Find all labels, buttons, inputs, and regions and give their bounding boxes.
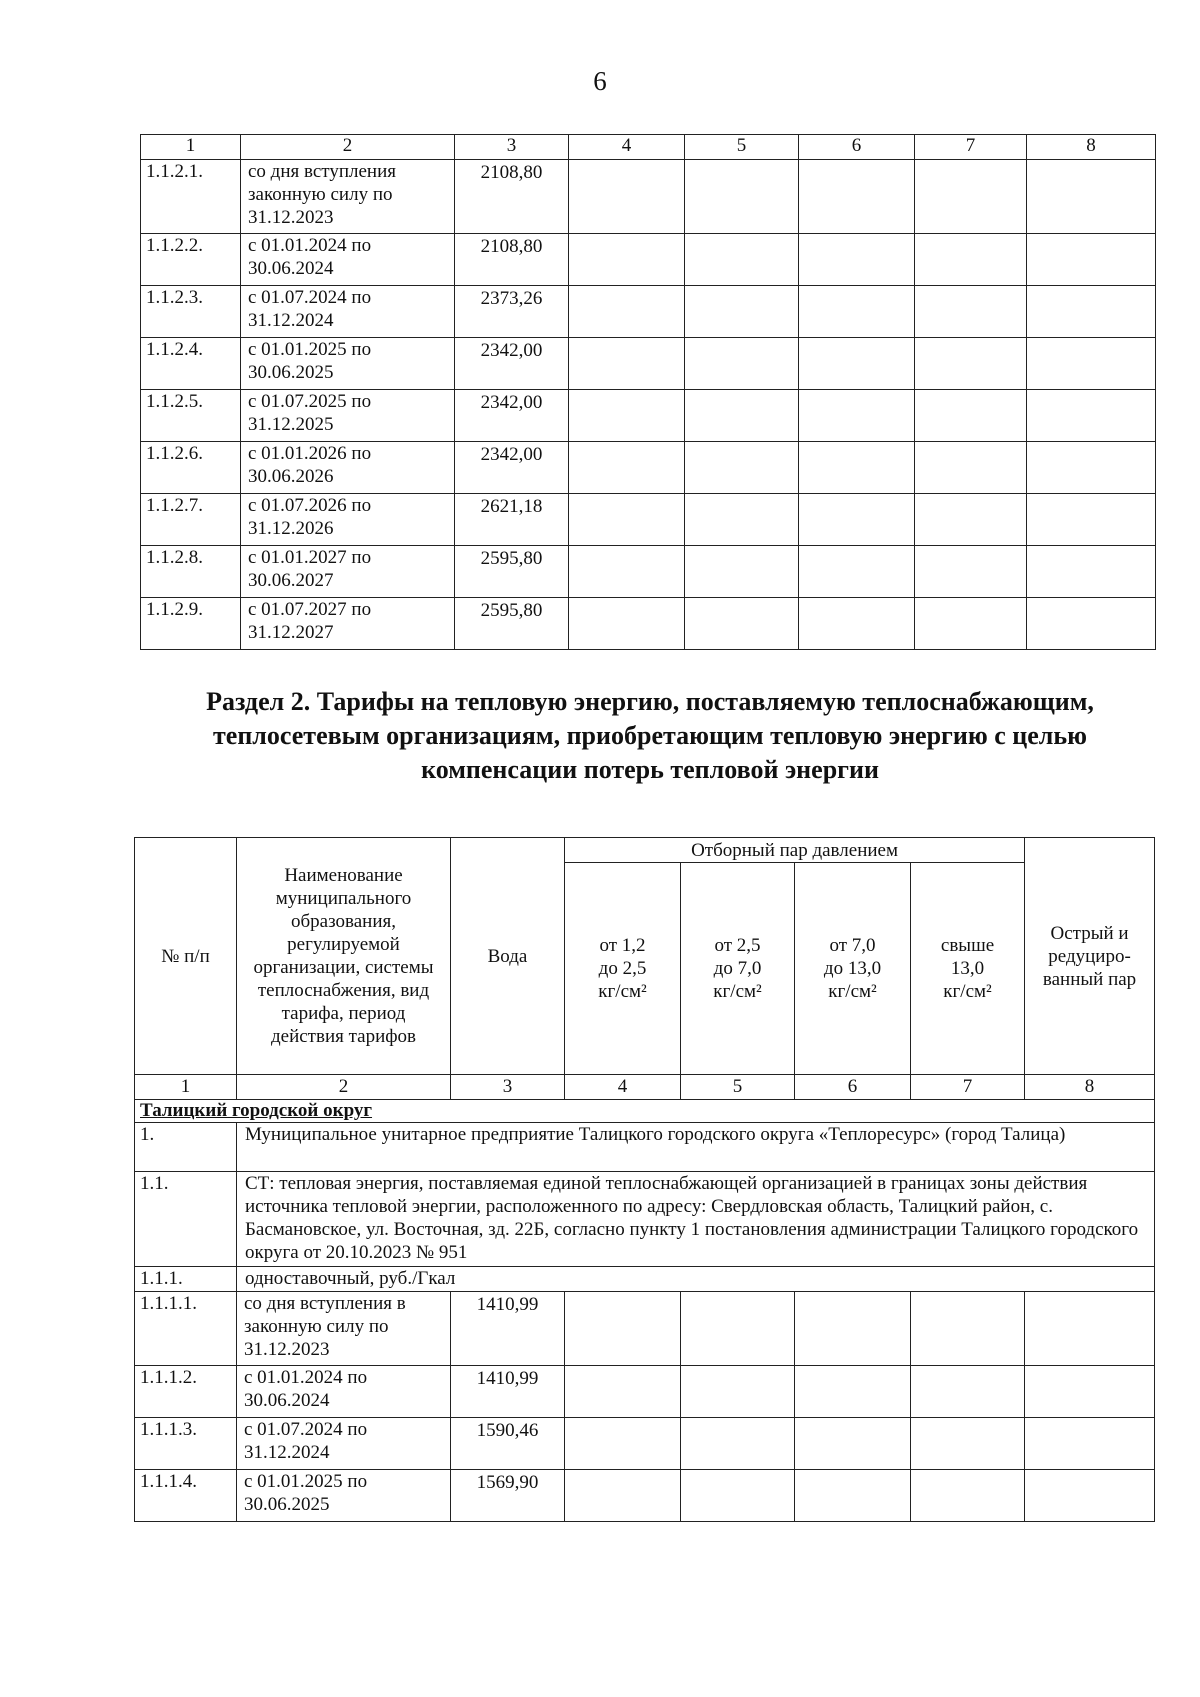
empty-cell bbox=[799, 494, 915, 546]
empty-cell bbox=[795, 1292, 911, 1366]
row-period: с 01.01.2024 по 30.06.2024 bbox=[237, 1366, 451, 1418]
column-number-row bbox=[135, 1075, 1155, 1100]
row-period: с 01.01.2025 по 30.06.2025 bbox=[241, 338, 455, 390]
table-row bbox=[141, 160, 1156, 234]
empty-cell bbox=[911, 1470, 1025, 1522]
column-number: 2 bbox=[237, 1075, 451, 1100]
empty-cell bbox=[915, 598, 1027, 650]
empty-cell bbox=[799, 598, 915, 650]
empty-cell bbox=[915, 494, 1027, 546]
empty-cell bbox=[1025, 1418, 1155, 1470]
table-row bbox=[141, 234, 1156, 286]
header-steam-4 bbox=[911, 863, 1025, 1075]
empty-cell bbox=[681, 1292, 795, 1366]
empty-cell bbox=[569, 598, 685, 650]
tariff-table-section-2 bbox=[134, 837, 1155, 1522]
region-row bbox=[135, 1100, 1155, 1123]
empty-cell bbox=[799, 160, 915, 234]
empty-cell bbox=[569, 286, 685, 338]
empty-cell bbox=[569, 442, 685, 494]
empty-cell bbox=[681, 1470, 795, 1522]
empty-cell bbox=[1027, 338, 1156, 390]
column-number: 6 bbox=[799, 135, 915, 160]
column-number: 7 bbox=[915, 135, 1027, 160]
steam-range-from: от 2,5 bbox=[714, 935, 761, 956]
steam-unit: кг/см² bbox=[943, 981, 992, 1002]
empty-cell bbox=[911, 1366, 1025, 1418]
empty-cell bbox=[565, 1366, 681, 1418]
steam-unit: кг/см² bbox=[598, 981, 647, 1002]
header-row bbox=[135, 838, 1155, 863]
row-number: 1.1.2.7. bbox=[141, 494, 241, 546]
row-number: 1.1. bbox=[135, 1172, 237, 1267]
row-period: с 01.07.2024 по 31.12.2024 bbox=[237, 1418, 451, 1470]
empty-cell bbox=[569, 160, 685, 234]
empty-cell bbox=[915, 390, 1027, 442]
empty-cell bbox=[799, 234, 915, 286]
column-number: 1 bbox=[141, 135, 241, 160]
row-number: 1.1.1. bbox=[135, 1267, 237, 1292]
table-row bbox=[135, 1292, 1155, 1366]
column-number: 6 bbox=[795, 1075, 911, 1100]
row-number: 1.1.2.2. bbox=[141, 234, 241, 286]
table-row bbox=[141, 598, 1156, 650]
empty-cell bbox=[911, 1418, 1025, 1470]
row-period: со дня вступления в законную силу по 31.12.2023 bbox=[237, 1292, 451, 1366]
row-value: 2108,80 bbox=[455, 234, 569, 286]
table-row bbox=[141, 494, 1156, 546]
empty-cell bbox=[685, 390, 799, 442]
empty-cell bbox=[1027, 598, 1156, 650]
empty-cell bbox=[685, 494, 799, 546]
table-row bbox=[135, 1418, 1155, 1470]
empty-cell bbox=[1027, 494, 1156, 546]
row-period: с 01.01.2027 по 30.06.2027 bbox=[241, 546, 455, 598]
empty-cell bbox=[569, 494, 685, 546]
column-number: 5 bbox=[685, 135, 799, 160]
header-sharp-steam: Острый и редуциро- ванный пар bbox=[1025, 838, 1155, 1075]
page-number: 6 bbox=[593, 66, 607, 96]
row-number: 1.1.2.9. bbox=[141, 598, 241, 650]
empty-cell bbox=[799, 546, 915, 598]
header-steam-group: Отборный пар давлением bbox=[565, 838, 1025, 863]
row-value: 2342,00 bbox=[455, 338, 569, 390]
row-number: 1.1.1.1. bbox=[135, 1292, 237, 1366]
header-num: № п/п bbox=[135, 838, 237, 1075]
empty-cell bbox=[569, 546, 685, 598]
empty-cell bbox=[569, 234, 685, 286]
row-value: 1410,99 bbox=[451, 1366, 565, 1418]
empty-cell bbox=[799, 442, 915, 494]
empty-cell bbox=[565, 1418, 681, 1470]
row-period: с 01.01.2025 по 30.06.2025 bbox=[237, 1470, 451, 1522]
empty-cell bbox=[1027, 234, 1156, 286]
steam-range-to: до 7,0 bbox=[713, 958, 762, 979]
empty-cell bbox=[1027, 160, 1156, 234]
header-steam-2 bbox=[681, 863, 795, 1075]
row-number: 1.1.2.5. bbox=[141, 390, 241, 442]
row-period: со дня вступления законную силу по 31.12.2023 bbox=[241, 160, 455, 234]
empty-cell bbox=[685, 234, 799, 286]
table-row bbox=[141, 546, 1156, 598]
empty-cell bbox=[681, 1366, 795, 1418]
empty-cell bbox=[915, 160, 1027, 234]
empty-cell bbox=[685, 442, 799, 494]
row-number: 1.1.1.2. bbox=[135, 1366, 237, 1418]
steam-range-to: до 2,5 bbox=[598, 958, 647, 979]
column-number: 8 bbox=[1025, 1075, 1155, 1100]
steam-range-to: 13,0 bbox=[950, 958, 985, 979]
row-number: 1.1.2.4. bbox=[141, 338, 241, 390]
tariff-type-row bbox=[135, 1267, 1155, 1292]
table-row bbox=[141, 390, 1156, 442]
row-period: с 01.01.2024 по 30.06.2024 bbox=[241, 234, 455, 286]
region-name: Талицкий городской округ bbox=[135, 1100, 1155, 1123]
empty-cell bbox=[1025, 1470, 1155, 1522]
tariff-type: одноставочный, руб./Гкал bbox=[237, 1267, 1155, 1292]
column-number: 7 bbox=[911, 1075, 1025, 1100]
empty-cell bbox=[685, 338, 799, 390]
column-number: 4 bbox=[565, 1075, 681, 1100]
row-value: 1410,99 bbox=[451, 1292, 565, 1366]
steam-range-from: от 1,2 bbox=[599, 935, 646, 956]
table-row bbox=[141, 338, 1156, 390]
steam-unit: кг/см² bbox=[828, 981, 877, 1002]
empty-cell bbox=[799, 286, 915, 338]
empty-cell bbox=[795, 1418, 911, 1470]
row-number: 1.1.2.1. bbox=[141, 160, 241, 234]
empty-cell bbox=[685, 598, 799, 650]
row-period: с 01.07.2026 по 31.12.2026 bbox=[241, 494, 455, 546]
empty-cell bbox=[1027, 390, 1156, 442]
header-name: Наименование муниципального образования, регулируемой организации, системы теплоснабжения, вид тарифа, период действия тарифов bbox=[237, 838, 451, 1075]
section-title: Раздел 2. Тарифы на тепловую энергию, поставляемую теплоснабжающим, теплосетевым организациям, приобретающим тепловую энергию с целью компенсации потерь тепловой энергии bbox=[206, 687, 1094, 784]
table-row bbox=[141, 442, 1156, 494]
row-period: с 01.07.2025 по 31.12.2025 bbox=[241, 390, 455, 442]
empty-cell bbox=[1025, 1366, 1155, 1418]
row-value: 2342,00 bbox=[455, 390, 569, 442]
column-number: 3 bbox=[451, 1075, 565, 1100]
empty-cell bbox=[681, 1418, 795, 1470]
empty-cell bbox=[795, 1470, 911, 1522]
row-number: 1.1.2.3. bbox=[141, 286, 241, 338]
steam-range-from: свыше bbox=[940, 935, 995, 956]
row-number: 1.1.1.3. bbox=[135, 1418, 237, 1470]
column-number: 4 bbox=[569, 135, 685, 160]
empty-cell bbox=[915, 338, 1027, 390]
empty-cell bbox=[1027, 286, 1156, 338]
tariff-table-continued bbox=[140, 134, 1156, 650]
empty-cell bbox=[569, 338, 685, 390]
row-value: 1569,90 bbox=[451, 1470, 565, 1522]
table-row bbox=[135, 1470, 1155, 1522]
organization-name: Муниципальное унитарное предприятие Талицкого городского округа «Теплоресурс» (город Талица) bbox=[237, 1123, 1155, 1172]
table-row bbox=[135, 1366, 1155, 1418]
empty-cell bbox=[915, 546, 1027, 598]
row-number: 1. bbox=[135, 1123, 237, 1172]
steam-range-to: до 13,0 bbox=[823, 958, 882, 979]
empty-cell bbox=[915, 286, 1027, 338]
row-period: с 01.01.2026 по 30.06.2026 bbox=[241, 442, 455, 494]
steam-range-from: от 7,0 bbox=[829, 935, 876, 956]
row-period: с 01.07.2027 по 31.12.2027 bbox=[241, 598, 455, 650]
row-value: 2621,18 bbox=[455, 494, 569, 546]
empty-cell bbox=[915, 442, 1027, 494]
organization-row bbox=[135, 1123, 1155, 1172]
row-number: 1.1.2.8. bbox=[141, 546, 241, 598]
empty-cell bbox=[799, 390, 915, 442]
row-value: 1590,46 bbox=[451, 1418, 565, 1470]
empty-cell bbox=[565, 1292, 681, 1366]
row-period: с 01.07.2024 по 31.12.2024 bbox=[241, 286, 455, 338]
empty-cell bbox=[685, 286, 799, 338]
empty-cell bbox=[1027, 546, 1156, 598]
system-description: СТ: тепловая энергия, поставляемая единой теплоснабжающей организацией в границах зоны действия источника тепловой энергии, расположенного по адресу: Свердловская область, Талицкий район, с. Басмановское, ул. Восточная, зд. 22Б, согласно пункту 1 постановления администрации Талицкого городского округа от 20.10.2023 № 951 bbox=[237, 1172, 1155, 1267]
header-steam-3 bbox=[795, 863, 911, 1075]
row-value: 2595,80 bbox=[455, 546, 569, 598]
column-number-row bbox=[141, 135, 1156, 160]
column-number: 2 bbox=[241, 135, 455, 160]
empty-cell bbox=[795, 1366, 911, 1418]
header-water: Вода bbox=[451, 838, 565, 1075]
empty-cell bbox=[565, 1470, 681, 1522]
row-number: 1.1.2.6. bbox=[141, 442, 241, 494]
steam-unit: кг/см² bbox=[713, 981, 762, 1002]
empty-cell bbox=[799, 338, 915, 390]
column-number: 1 bbox=[135, 1075, 237, 1100]
column-number: 3 bbox=[455, 135, 569, 160]
row-value: 2595,80 bbox=[455, 598, 569, 650]
empty-cell bbox=[911, 1292, 1025, 1366]
column-number: 5 bbox=[681, 1075, 795, 1100]
row-number: 1.1.1.4. bbox=[135, 1470, 237, 1522]
row-value: 2342,00 bbox=[455, 442, 569, 494]
system-row bbox=[135, 1172, 1155, 1267]
header-steam-1 bbox=[565, 863, 681, 1075]
empty-cell bbox=[569, 390, 685, 442]
table-row bbox=[141, 286, 1156, 338]
empty-cell bbox=[915, 234, 1027, 286]
empty-cell bbox=[685, 160, 799, 234]
column-number: 8 bbox=[1027, 135, 1156, 160]
empty-cell bbox=[1027, 442, 1156, 494]
empty-cell bbox=[1025, 1292, 1155, 1366]
row-value: 2108,80 bbox=[455, 160, 569, 234]
row-value: 2373,26 bbox=[455, 286, 569, 338]
empty-cell bbox=[685, 546, 799, 598]
